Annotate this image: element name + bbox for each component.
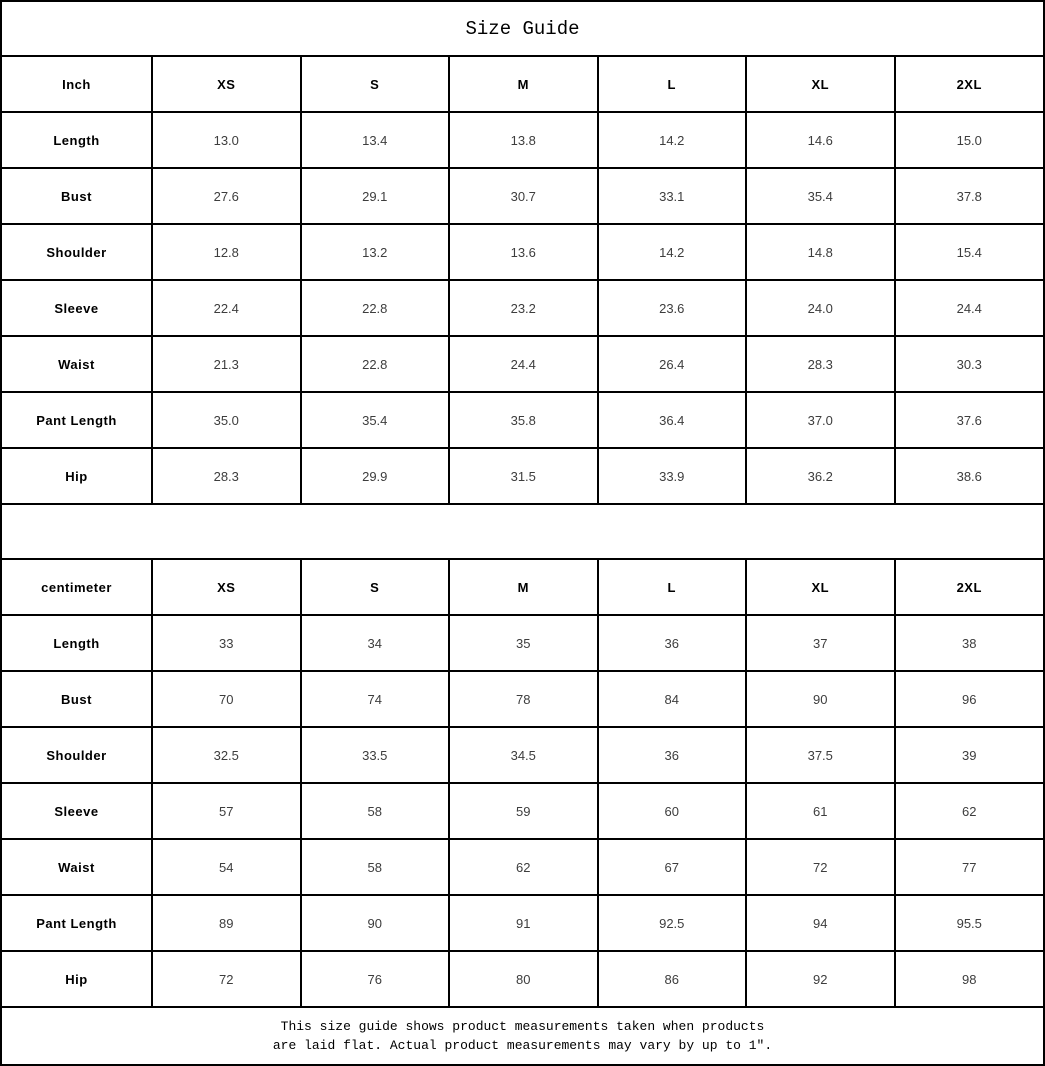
table-row xyxy=(2,112,1043,168)
row-label: Bust xyxy=(2,671,152,727)
cell-value: 13.8 xyxy=(449,112,598,168)
size-header: XS xyxy=(152,560,301,615)
size-header: L xyxy=(598,560,747,615)
cell-value: 57 xyxy=(152,783,301,839)
row-label: Pant Length xyxy=(2,392,152,448)
table-row xyxy=(2,895,1043,951)
cell-value: 60 xyxy=(598,783,747,839)
cell-value: 22.8 xyxy=(301,336,450,392)
row-label: Hip xyxy=(2,448,152,504)
header-row xyxy=(2,560,1043,615)
table-row xyxy=(2,168,1043,224)
row-label: Shoulder xyxy=(2,224,152,280)
cell-value: 80 xyxy=(449,951,598,1007)
cell-value: 35.4 xyxy=(746,168,895,224)
size-header: XL xyxy=(746,57,895,112)
cell-value: 33 xyxy=(152,615,301,671)
cell-value: 92.5 xyxy=(598,895,747,951)
table-row xyxy=(2,224,1043,280)
cell-value: 15.4 xyxy=(895,224,1044,280)
cell-value: 30.7 xyxy=(449,168,598,224)
cell-value: 24.4 xyxy=(895,280,1044,336)
unit-label: Inch xyxy=(2,57,152,112)
cell-value: 14.6 xyxy=(746,112,895,168)
cell-value: 33.1 xyxy=(598,168,747,224)
footer-note-line-2: are laid flat. Actual product measurements may vary by up to 1″. xyxy=(272,1038,773,1053)
cell-value: 67 xyxy=(598,839,747,895)
size-header: XL xyxy=(746,560,895,615)
table-row xyxy=(2,448,1043,504)
cell-value: 59 xyxy=(449,783,598,839)
cell-value: 38.6 xyxy=(895,448,1044,504)
size-header: L xyxy=(598,57,747,112)
cell-value: 36 xyxy=(598,615,747,671)
cell-value: 15.0 xyxy=(895,112,1044,168)
cell-value: 21.3 xyxy=(152,336,301,392)
size-header: M xyxy=(449,57,598,112)
cell-value: 35.0 xyxy=(152,392,301,448)
table-row xyxy=(2,951,1043,1007)
cell-value: 35.4 xyxy=(301,392,450,448)
cell-value: 62 xyxy=(895,783,1044,839)
cell-value: 92 xyxy=(746,951,895,1007)
row-label: Pant Length xyxy=(2,895,152,951)
cell-value: 14.2 xyxy=(598,224,747,280)
row-label: Sleeve xyxy=(2,280,152,336)
row-label: Waist xyxy=(2,839,152,895)
cell-value: 28.3 xyxy=(152,448,301,504)
table-row xyxy=(2,671,1043,727)
table-row xyxy=(2,392,1043,448)
cell-value: 35.8 xyxy=(449,392,598,448)
cell-value: 34 xyxy=(301,615,450,671)
table-row xyxy=(2,783,1043,839)
cell-value: 29.9 xyxy=(301,448,450,504)
cell-value: 77 xyxy=(895,839,1044,895)
cell-value: 13.4 xyxy=(301,112,450,168)
cell-value: 26.4 xyxy=(598,336,747,392)
size-header: XS xyxy=(152,57,301,112)
cell-value: 72 xyxy=(152,951,301,1007)
cell-value: 38 xyxy=(895,615,1044,671)
cell-value: 37.5 xyxy=(746,727,895,783)
table-spacer xyxy=(2,505,1043,560)
cell-value: 14.8 xyxy=(746,224,895,280)
cell-value: 30.3 xyxy=(895,336,1044,392)
row-label: Hip xyxy=(2,951,152,1007)
cell-value: 28.3 xyxy=(746,336,895,392)
cell-value: 13.0 xyxy=(152,112,301,168)
row-label: Shoulder xyxy=(2,727,152,783)
cell-value: 37.6 xyxy=(895,392,1044,448)
cell-value: 36.2 xyxy=(746,448,895,504)
header-row xyxy=(2,57,1043,112)
cell-value: 33.5 xyxy=(301,727,450,783)
cell-value: 98 xyxy=(895,951,1044,1007)
cell-value: 94 xyxy=(746,895,895,951)
cell-value: 23.2 xyxy=(449,280,598,336)
cell-value: 36.4 xyxy=(598,392,747,448)
cell-value: 34.5 xyxy=(449,727,598,783)
cell-value: 72 xyxy=(746,839,895,895)
page-title: Size Guide xyxy=(465,17,580,40)
row-label: Bust xyxy=(2,168,152,224)
cell-value: 13.6 xyxy=(449,224,598,280)
cell-value: 14.2 xyxy=(598,112,747,168)
table-row xyxy=(2,615,1043,671)
cell-value: 24.4 xyxy=(449,336,598,392)
cell-value: 23.6 xyxy=(598,280,747,336)
cell-value: 61 xyxy=(746,783,895,839)
cell-value: 90 xyxy=(746,671,895,727)
cell-value: 74 xyxy=(301,671,450,727)
cell-value: 78 xyxy=(449,671,598,727)
table-row xyxy=(2,727,1043,783)
cell-value: 58 xyxy=(301,839,450,895)
cell-value: 12.8 xyxy=(152,224,301,280)
cell-value: 89 xyxy=(152,895,301,951)
row-label: Sleeve xyxy=(2,783,152,839)
size-header: M xyxy=(449,560,598,615)
row-label: Length xyxy=(2,615,152,671)
footer-note-line-1: This size guide shows product measurements taken when products xyxy=(280,1019,765,1034)
cell-value: 13.2 xyxy=(301,224,450,280)
cell-value: 22.4 xyxy=(152,280,301,336)
cell-value: 84 xyxy=(598,671,747,727)
cell-value: 29.1 xyxy=(301,168,450,224)
cell-value: 70 xyxy=(152,671,301,727)
cell-value: 27.6 xyxy=(152,168,301,224)
cell-value: 35 xyxy=(449,615,598,671)
table-row xyxy=(2,336,1043,392)
cell-value: 37.8 xyxy=(895,168,1044,224)
cell-value: 54 xyxy=(152,839,301,895)
row-label: Length xyxy=(2,112,152,168)
centimeter-size-table xyxy=(2,560,1043,1008)
footer-note xyxy=(2,1008,1043,1064)
cell-value: 62 xyxy=(449,839,598,895)
cell-value: 36 xyxy=(598,727,747,783)
inch-size-table xyxy=(2,57,1043,505)
size-header: 2XL xyxy=(895,57,1044,112)
size-header: S xyxy=(301,560,450,615)
cell-value: 24.0 xyxy=(746,280,895,336)
cell-value: 76 xyxy=(301,951,450,1007)
cell-value: 37.0 xyxy=(746,392,895,448)
cell-value: 86 xyxy=(598,951,747,1007)
cell-value: 32.5 xyxy=(152,727,301,783)
table-row xyxy=(2,839,1043,895)
size-header: 2XL xyxy=(895,560,1044,615)
size-header: S xyxy=(301,57,450,112)
table-row xyxy=(2,280,1043,336)
cell-value: 22.8 xyxy=(301,280,450,336)
cell-value: 90 xyxy=(301,895,450,951)
row-label: Waist xyxy=(2,336,152,392)
cell-value: 95.5 xyxy=(895,895,1044,951)
cell-value: 91 xyxy=(449,895,598,951)
unit-label: centimeter xyxy=(2,560,152,615)
cell-value: 31.5 xyxy=(449,448,598,504)
title-row xyxy=(2,2,1043,57)
cell-value: 39 xyxy=(895,727,1044,783)
cell-value: 96 xyxy=(895,671,1044,727)
cell-value: 33.9 xyxy=(598,448,747,504)
cell-value: 58 xyxy=(301,783,450,839)
cell-value: 37 xyxy=(746,615,895,671)
